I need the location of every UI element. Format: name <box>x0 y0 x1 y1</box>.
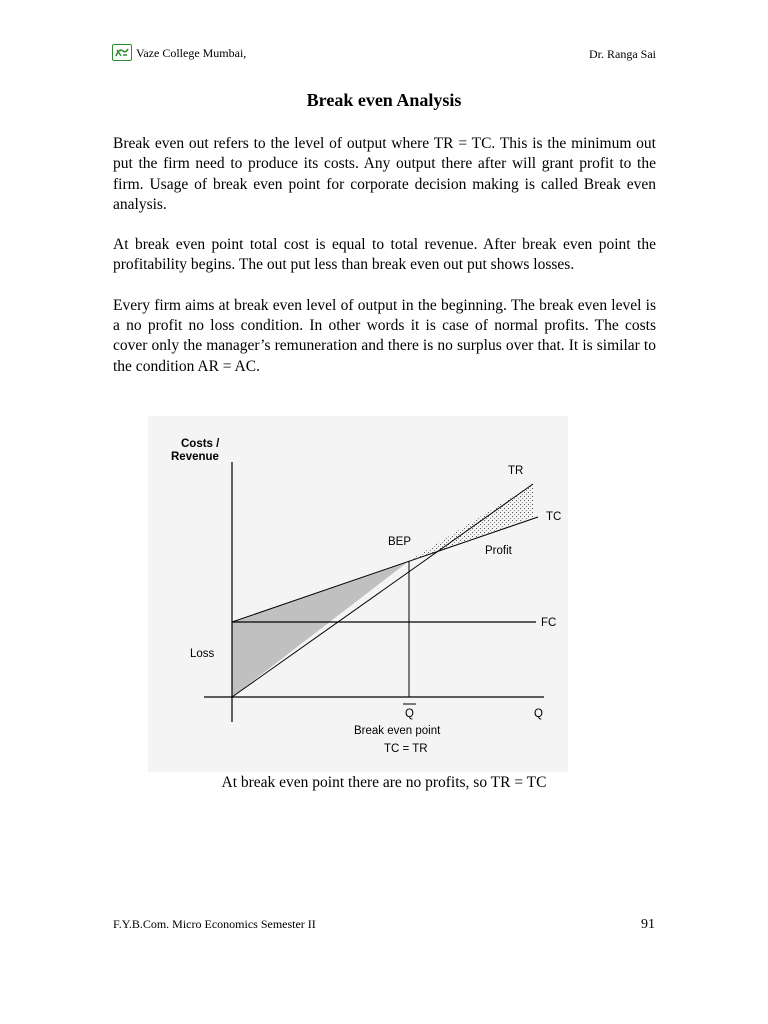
tr-line <box>232 484 533 697</box>
paragraph-2: At break even point total cost is equal to total revenue. After break even point the profitability begins. The out put less than break even out put shows losses. <box>113 236 656 274</box>
y-axis-label-line1: Costs / <box>181 438 220 450</box>
header-college: Vaze College Mumbai, <box>136 46 247 60</box>
tr-label: TR <box>508 465 524 477</box>
loss-area <box>232 561 409 697</box>
q-axis-label: Q <box>534 708 543 720</box>
fc-label: FC <box>541 617 557 629</box>
header-author: Dr. Ranga Sai <box>589 47 656 61</box>
q-bar-label: Q <box>405 708 414 720</box>
bep-caption-line2: TC = TR <box>384 743 428 755</box>
paragraph-1: Break even out refers to the level of output where TR = TC. This is the minimum out put the firm need to produce its costs. Any output there after will grant profit to the firm. Usage of break even point for corporate decision making is called Break even analysis. <box>113 135 656 213</box>
footer-page-number: 91 <box>641 917 655 932</box>
figure-caption: At break even point there are no profits, so TR = TC <box>221 774 547 791</box>
profit-label: Profit <box>485 545 512 557</box>
tc-line <box>232 517 538 622</box>
tc-label: TC <box>546 511 562 523</box>
y-axis-label-line2: Revenue <box>171 451 219 463</box>
loss-label: Loss <box>190 648 215 660</box>
bep-caption-line1: Break even point <box>354 725 441 737</box>
break-even-diagram <box>148 416 568 772</box>
paragraph-3: Every firm aims at break even level of output in the beginning. The break even level is a no profit no loss condition. In other words it is case of normal profits. The costs cover only the manager’s remuneration and there is no surplus over that. It is similar to the condition AR = AC. <box>113 296 656 375</box>
page-header <box>112 44 656 66</box>
break-even-chart <box>148 416 568 772</box>
profit-area <box>409 484 533 561</box>
footer-course: F.Y.B.Com. Micro Economics Semester II <box>113 917 316 931</box>
header-left <box>112 44 246 61</box>
college-logo-icon <box>112 44 132 61</box>
body-text <box>113 134 656 397</box>
page-title: Break even Analysis <box>306 90 462 110</box>
bep-label: BEP <box>388 536 412 548</box>
